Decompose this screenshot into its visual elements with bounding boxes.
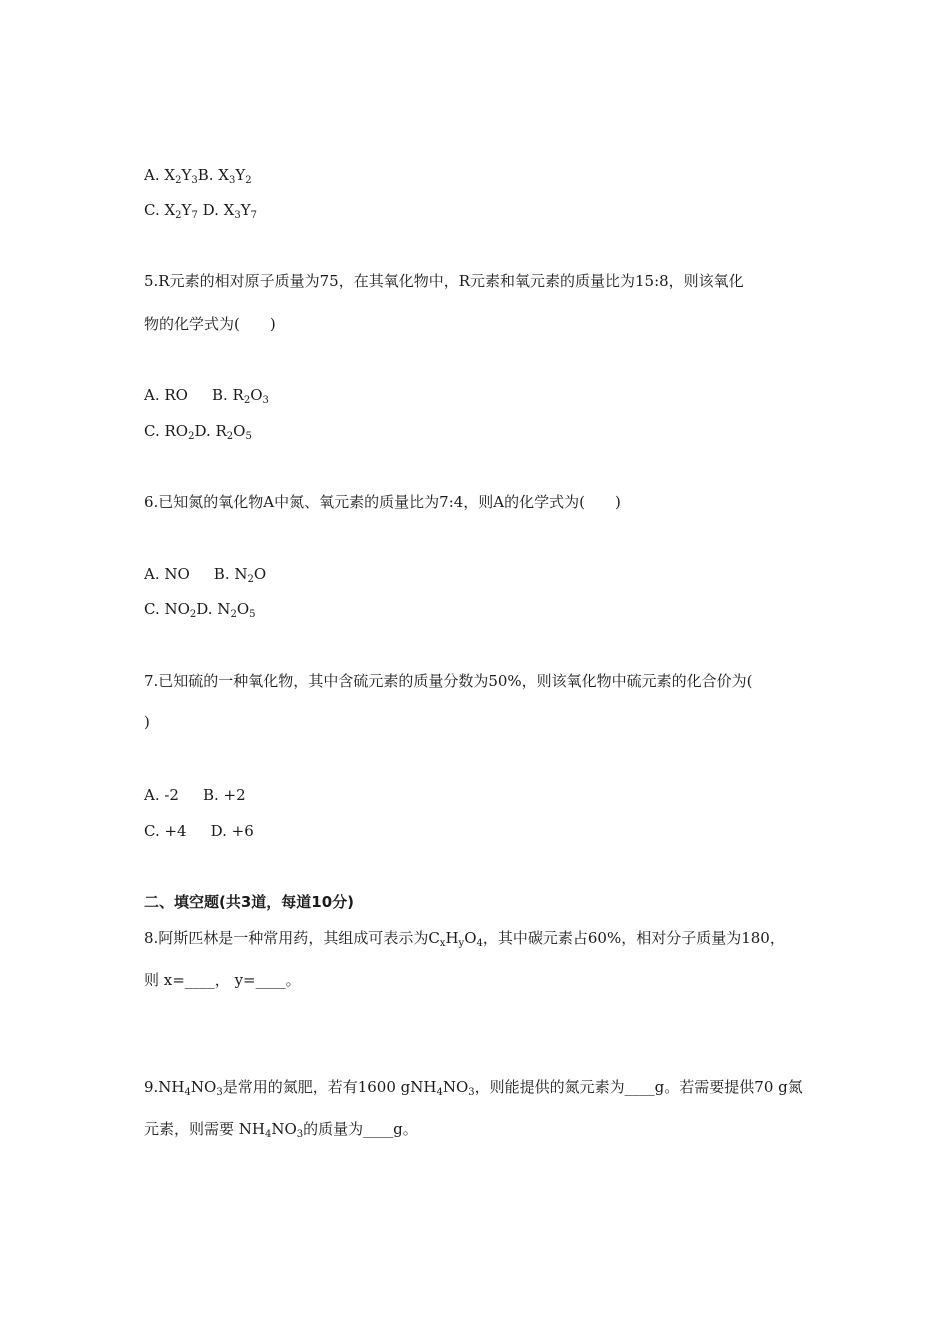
q4-options-row-1 [144, 165, 252, 185]
q5-option-b: B. $R_2O_3$ [211, 386, 269, 406]
section-heading: 二、填空题(共3道，每道10分) [144, 893, 355, 911]
q4-options-row-2 [144, 200, 257, 220]
q5-text-line-2: 物的化学式为( ) [144, 315, 276, 333]
q4-option-c: C. $X_2Y_7$ [144, 201, 198, 221]
q7-options-row-2 [144, 821, 254, 841]
q4-option-a: A. $X_2Y_3$ [144, 166, 198, 186]
q6-option-a: A. NO [144, 565, 190, 583]
q5-option-c: C. $RO_2$ [144, 422, 195, 442]
q4-option-b: B. $X_3Y_2$ [197, 166, 252, 186]
q7-text-line-2: ) [144, 713, 150, 731]
q6-option-c: C. $NO_2$ [144, 600, 197, 620]
q7-option-a: A. -2 [144, 786, 179, 804]
q5-options-row-1 [144, 385, 269, 405]
q6-options-row-1 [144, 564, 266, 584]
q9-text-line-2: 元素，则需要 $NH_4NO_3$的质量为____g。 [144, 1120, 418, 1140]
q5-options-row-2 [144, 421, 252, 441]
q7-option-b: B. +2 [202, 786, 246, 804]
q7-options-row-1 [144, 785, 246, 805]
q8-text-line-2: 则 x=____， y=____。 [144, 971, 301, 989]
q4-option-d: D. $X_3Y_7$ [202, 201, 257, 221]
q7-text-line-1: 7.已知硫的一种氧化物，其中含硫元素的质量分数为50%，则该氧化物中硫元素的化合价为( [144, 672, 753, 690]
q9-text-line-1: $9.NH_4NO_3$是常用的氮肥，若有1600 $gNH_4NO_3$，则能提供的氮元素为____g。若需要提供70 g氮 [144, 1078, 803, 1098]
q8-text-line-1: 8.阿斯匹林是一种常用药，其组成可表示为$C_xH_yO_4$，其中碳元素占60%，相对分子质量为180， [144, 929, 785, 949]
q5-option-d: D. $R_2O_5$ [194, 422, 252, 442]
q6-option-b: B. $N_2O$ [213, 565, 267, 585]
q6-text-line-1: 6.已知氮的氧化物A中氮、氧元素的质量比为7:4，则A的化学式为( ) [144, 493, 621, 511]
q5-option-a: A. RO [144, 386, 188, 404]
q5-text-line-1: 5.R元素的相对原子质量为75，在其氧化物中，R元素和氧元素的质量比为15:8，则该氧化 [144, 272, 744, 290]
q7-option-d: D. +6 [210, 822, 254, 840]
q6-option-d: D. $N_2O_5$ [196, 600, 256, 620]
q7-option-c: C. +4 [144, 822, 187, 840]
q6-options-row-2 [144, 599, 256, 619]
